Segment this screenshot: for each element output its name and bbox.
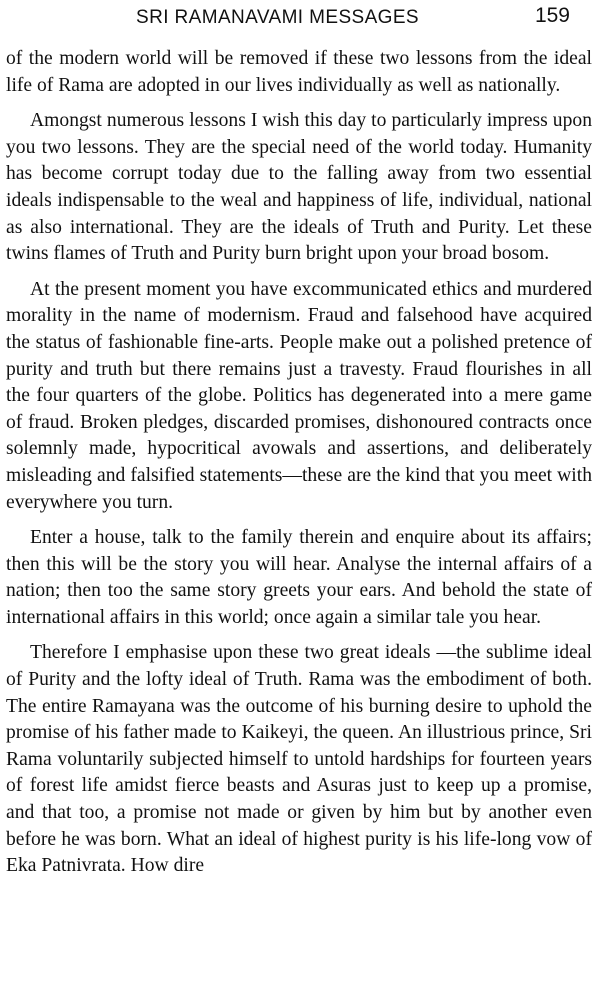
page-number: 159 bbox=[534, 4, 570, 27]
running-head-title: SRI RAMANAVAMI MESSAGES bbox=[136, 7, 419, 28]
paragraph-two-lessons: Amongst numerous lessons I wish this day to particularly impress upon you two lessons. They are the special need of the world today. Humanity has become corrupt today due to the falling away from two essential ideals indispensable to the weal and happiness of life, individual, national as also international. They are the ideals of Truth and Purity. Let these twins flames of Truth and Purity burn bright upon your broad bosom. bbox=[6, 110, 592, 265]
paragraph-modernism: At the present moment you have excommunicated ethics and murdered morality in the name of modernism. Fraud and falsehood have acquired the status of fashionable fine-arts. People make out a polished pretence of purity and truth but there remains just a travesty. Fraud flourishes in all the four quarters of the globe. Politics has degenerated into a mere game of fraud. Broken pledges, discarded promises, dishonoured contracts once solemnly made, hypocritical avowals and assertions, and deliberately misleading and falsified statements—these are the kind that you meet with everywhere you turn. bbox=[6, 278, 592, 513]
running-head bbox=[0, 3, 600, 33]
body-text bbox=[6, 46, 592, 880]
paragraph-purity-truth: Therefore I emphasise upon these two great ideals —the sublime ideal of Purity and the lofty ideal of Truth. Rama was the embodiment of both. The entire Ramayana was the outcome of his burning desire to uphold the promise of his father made to Kaikeyi, the queen. An illustrious prince, Sri Rama voluntarily subjected himself to untold hardships for fourteen years of forest life amidst fierce beasts and Asuras just to keep up a promise, and that too, a promise not made or given by him but by another even before he was born. What an ideal of highest purity is his life-long vow of Eka Patnivrata. How dire bbox=[6, 642, 592, 877]
paragraph-continued: of the modern world will be removed if these two lessons from the ideal life of Rama are adopted in our lives individually as well as nationally. bbox=[6, 48, 592, 96]
paragraph-house-nation: Enter a house, talk to the family therein and enquire about its affairs; then this will be the story you will hear. Analyse the internal affairs of a nation; then too the same story greets your ears. And behold the state of international affairs in this world; once again a similar tale you hear. bbox=[6, 527, 592, 628]
